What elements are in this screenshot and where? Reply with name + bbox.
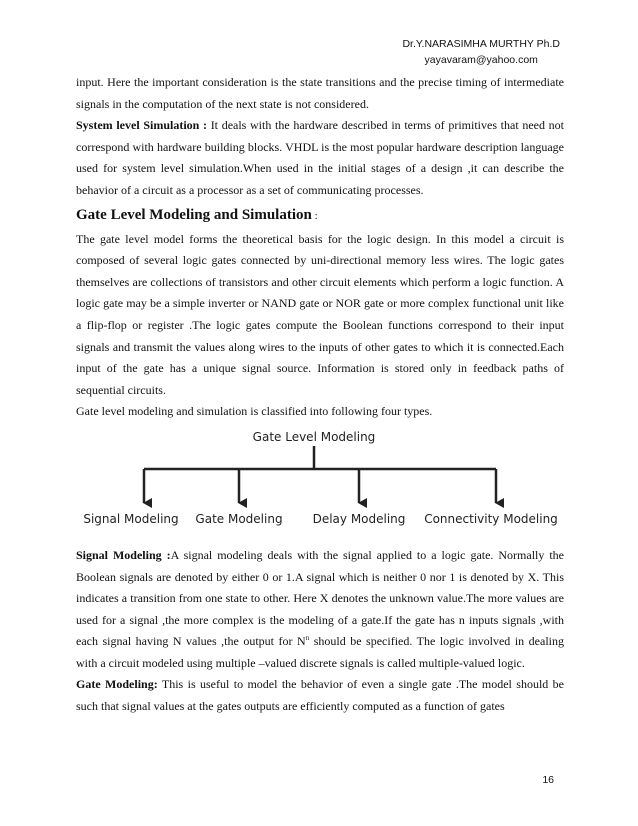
gate-level-modeling-diagram (76, 429, 564, 531)
heading-colon: : (311, 209, 318, 222)
signal-modeling-text-b: should be specified. The logic involved in dealing with a circuit modeled using multiple –valued discrete signals is called multiple-valued logic. (76, 634, 564, 670)
diagram-child-gate-modeling: Gate Modeling (195, 511, 283, 526)
paragraph-classification: Gate level modeling and simulation is classified into following four types. (76, 404, 433, 419)
page-number: 16 (542, 774, 554, 786)
page-header (402, 36, 560, 68)
paragraph-signal-modeling (76, 545, 564, 675)
system-level-label: System level Simulation : (76, 118, 211, 133)
paragraph-intro: input. Here the important consideration is the state transitions and the precise timing of intermediate signals in the computation of the next state is not considered. (76, 75, 564, 111)
section-heading (76, 204, 564, 228)
paragraph-system-level-simulation (76, 115, 564, 201)
document-body (76, 72, 564, 718)
header-author: Dr.Y.NARASIMHA MURTHY Ph.D (402, 38, 560, 50)
diagram-child-connectivity-modeling: Connectivity Modeling (424, 511, 558, 526)
diagram-child-delay-modeling: Delay Modeling (312, 511, 406, 526)
system-level-text: It deals with the hardware described in terms of primitives that need not correspond with hardware building blocks. VHDL is the most popular hardware description language used for system level simulation.When used in the initial stages of a design ,it can describe the behavior of a circuit as a processor as a set of communicating processes. (76, 118, 564, 197)
diagram-root-label: Gate Level Modeling (252, 429, 376, 444)
gate-modeling-text: This is useful to model the behavior of even a single gate .The model should be such that signal values at the gates outputs are efficiently computed as a function of gates (76, 677, 564, 714)
paragraph-gate-level-model: The gate level model forms the theoretical basis for the logic design. In this model a circuit is composed of several logic gates connected by uni-directional memory less wires. The logic gates themselves are collections of transistors and other circuit elements which perform a logic function. A logic gate may be a simple inverter or NAND gate or NOR gate or more complex functional unit like a flip-flop or register .The logic gates compute the Boolean functions correspond to their input signals and transmit the values along wires to the inputs of other gates to which it is connected.Each input of the gate has a unique signal source. Information is stored only in feedback paths of sequential circuits. (76, 231, 564, 397)
gate-modeling-label: Gate Modeling: (76, 677, 158, 692)
superscript-n: n (305, 634, 310, 643)
signal-modeling-label: Signal Modeling : (76, 547, 171, 562)
diagram-svg (76, 429, 564, 531)
paragraph-gate-modeling (76, 674, 564, 717)
signal-modeling-text-a: A signal modeling deals with the signal applied to a logic gate. Normally the Boolean signals are denoted by either 0 or 1.A signal which is neither 0 nor 1 is denoted by X. This indicates a transition from one state to other. Here X denotes the unknown value.The more values are used for a signal ,the more complex is the modeling of a gate.If the gate has n inputs signals ,with each signal having N values ,the output for N (76, 547, 565, 649)
heading-text: Gate Level Modeling and Simulation (76, 206, 312, 223)
header-email: yayavaram@yahoo.com (424, 54, 538, 66)
diagram-child-signal-modeling: Signal Modeling (83, 511, 179, 526)
